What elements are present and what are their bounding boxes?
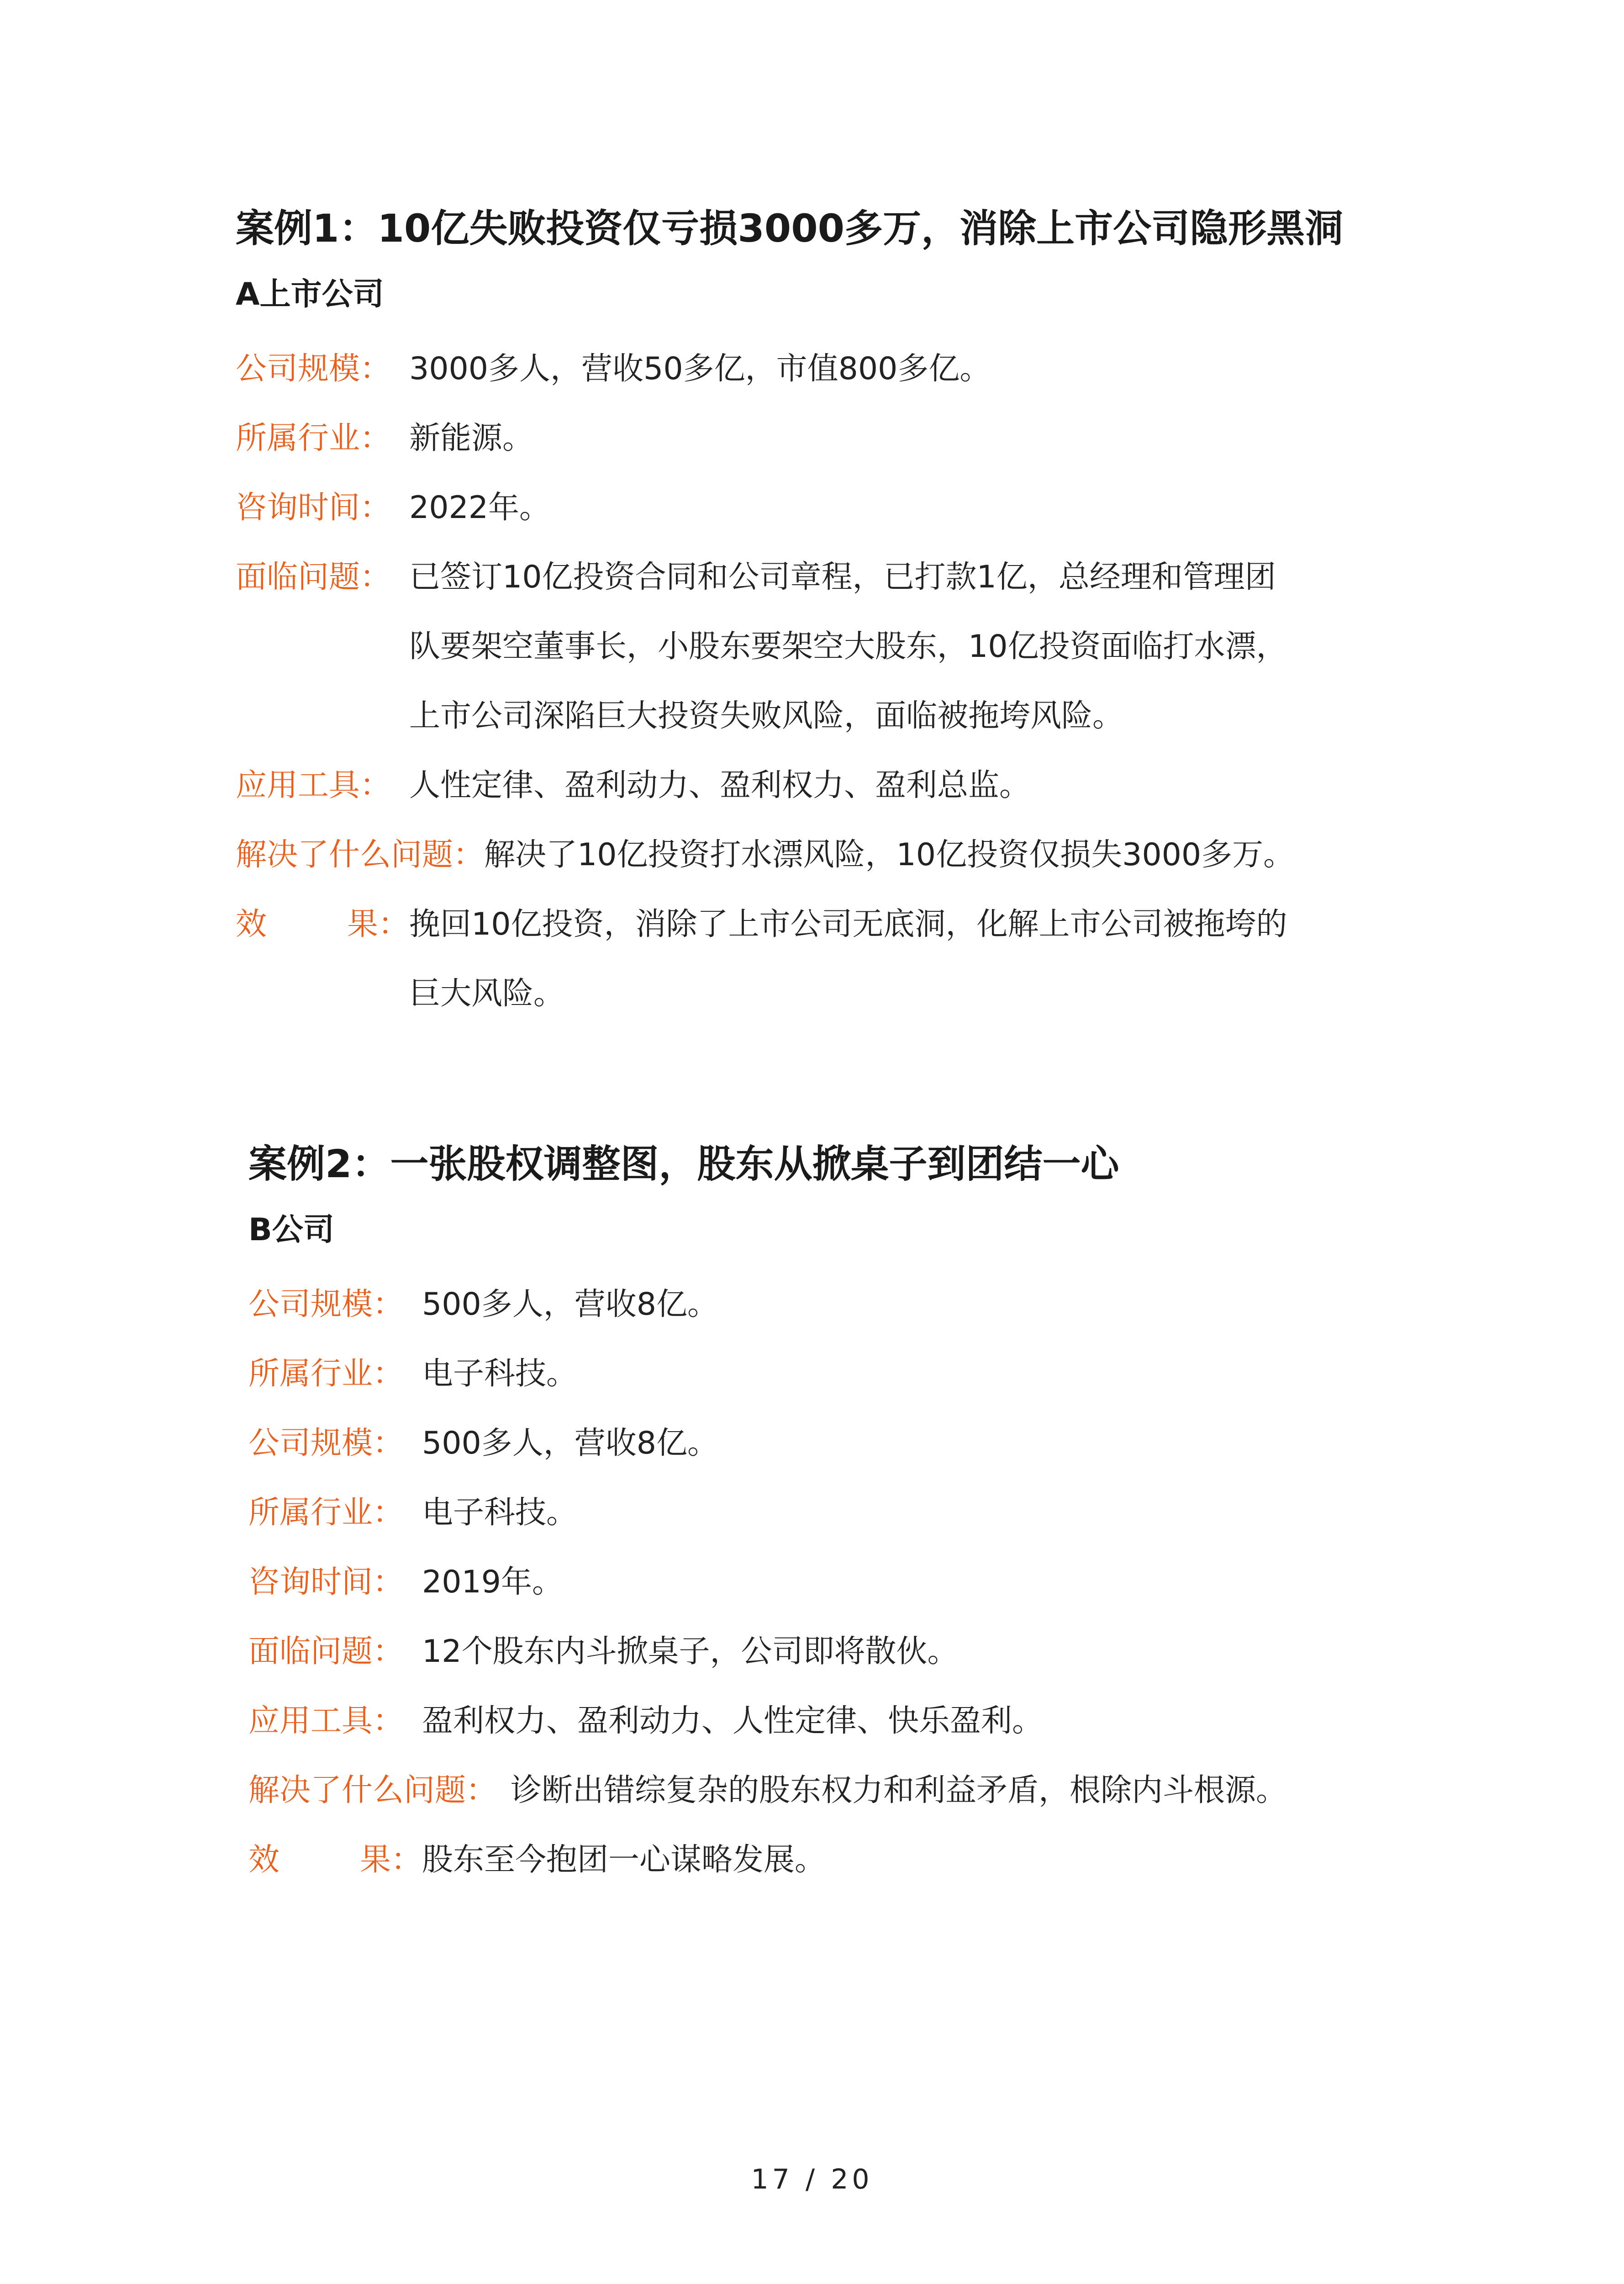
case-1-row-solved: [236, 820, 1432, 890]
case-2-scale-value: 500多人，营收8亿。: [422, 1286, 719, 1322]
case-1-consult-time-value: 2022年。: [409, 490, 551, 526]
case-1-row-consult-time: [236, 473, 1432, 543]
case-2-scale-repeat-label: 公司规模：: [248, 1425, 404, 1461]
case-1-industry-value: 新能源。: [409, 420, 534, 456]
page-current: 17: [751, 2163, 793, 2195]
case-2-effect-label: 效 果：: [248, 1842, 422, 1878]
case-1-industry-label: 所属行业：: [236, 420, 391, 456]
case-1-problem-value: 已签订10亿投资合同和公司章程，已打款1亿，总经理和管理团 队要架空董事长，小股东要架空大股东，10亿投资面临打水漂， 上市公司深陷巨大投资失败风险，面临被拖垮风险。: [409, 559, 1287, 734]
case-2-title: 案例2：一张股权调整图，股东从掀桌子到团结一心: [248, 1142, 1119, 1186]
case-2-problem-label: 面临问题：: [248, 1634, 404, 1670]
case-2-solved-value: 诊断出错综复杂的股东权力和利益矛盾，根除内斗根源。: [511, 1772, 1287, 1808]
case-2-effect-value: 股东至今抱团一心谋略发展。: [422, 1842, 826, 1878]
case-2-section: [248, 1137, 1445, 1895]
case-2-industry-label: 所属行业：: [248, 1356, 404, 1392]
case-1-solved-value: 解决了10亿投资打水漂风险，10亿投资仅损失3000多万。: [484, 837, 1295, 873]
case-2-solved-label: 解决了什么问题：: [248, 1772, 497, 1808]
case-1-effect-label: 效 果：: [236, 906, 409, 942]
case-1-section: [236, 201, 1432, 1029]
case-2-consult-time-label: 咨询时间：: [248, 1564, 404, 1600]
case-2-row-scale: [248, 1270, 1445, 1339]
case-1-solved-label: 解决了什么问题：: [236, 837, 485, 873]
case-1-scale-label: 公司规模：: [236, 351, 391, 387]
case-2-problem-value: 12个股东内斗掀桌子，公司即将散伙。: [422, 1634, 959, 1670]
case-1-title: 案例1：10亿失败投资仅亏损3000多万，消除上市公司隐形黑洞: [236, 206, 1344, 251]
case-2-row-industry-repeat: [248, 1478, 1445, 1548]
case-2-row-scale-repeat: [248, 1409, 1445, 1478]
case-1-effect-value: 挽回10亿投资，消除了上市公司无底洞，化解上市公司被拖垮的 巨大风险。: [409, 906, 1287, 1012]
case-1-row-problem: [236, 543, 1432, 751]
case-2-row-industry: [248, 1339, 1445, 1409]
case-2-tools-label: 应用工具：: [248, 1703, 404, 1739]
case-2-row-problem: [248, 1617, 1445, 1687]
page-number: [0, 2163, 1624, 2195]
case-1-company: A上市公司: [236, 276, 384, 312]
page-separator: /: [805, 2163, 819, 2195]
case-1-consult-time-label: 咨询时间：: [236, 490, 391, 526]
case-2-consult-time-value: 2019年。: [422, 1564, 564, 1600]
case-1-problem-label: 面临问题：: [236, 559, 391, 595]
case-1-scale-value: 3000多人，营收50多亿，市值800多亿。: [409, 351, 991, 387]
case-2-industry-repeat-value: 电子科技。: [422, 1495, 578, 1531]
page-total: 20: [831, 2163, 873, 2195]
case-1-tools-label: 应用工具：: [236, 767, 391, 804]
case-2-scale-repeat-value: 500多人，营收8亿。: [422, 1425, 719, 1461]
case-2-industry-value: 电子科技。: [422, 1356, 578, 1392]
case-1-row-tools: [236, 751, 1432, 820]
case-2-company: B公司: [248, 1212, 334, 1248]
case-1-row-effect: [236, 890, 1432, 1029]
case-1-tools-value: 人性定律、盈利动力、盈利权力、盈利总监。: [409, 767, 1031, 804]
case-2-row-effect: [248, 1825, 1445, 1895]
case-2-row-tools: [248, 1687, 1445, 1756]
case-2-row-consult-time: [248, 1548, 1445, 1617]
case-1-row-industry: [236, 404, 1432, 473]
case-2-industry-repeat-label: 所属行业：: [248, 1495, 404, 1531]
case-2-tools-value: 盈利权力、盈利动力、人性定律、快乐盈利。: [422, 1703, 1044, 1739]
case-2-row-solved: [248, 1756, 1445, 1825]
case-1-row-scale: [236, 334, 1432, 404]
case-2-scale-label: 公司规模：: [248, 1286, 404, 1322]
